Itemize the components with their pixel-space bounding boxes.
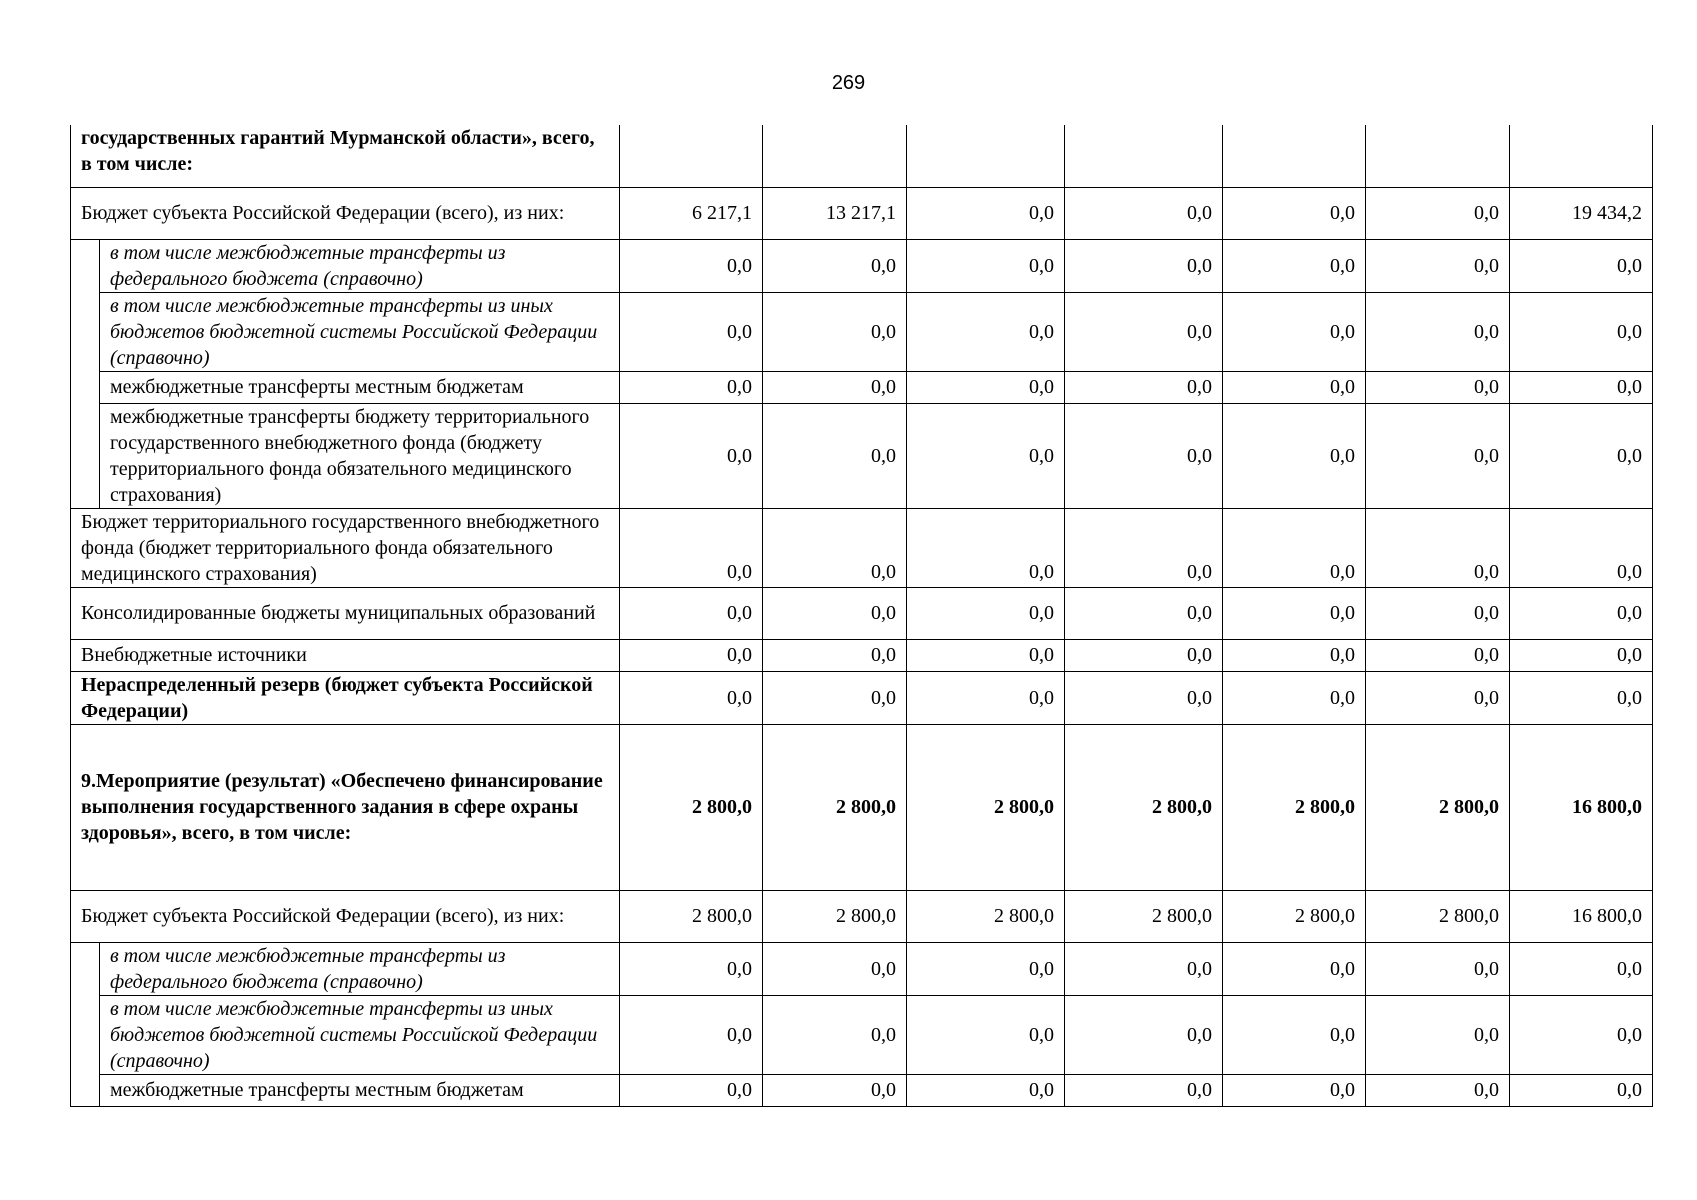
value-cell: 0,0 bbox=[1065, 995, 1223, 1074]
value-cell: 0,0 bbox=[1223, 639, 1366, 671]
value-cell: 0,0 bbox=[1223, 508, 1366, 587]
value-cell: 0,0 bbox=[1223, 292, 1366, 371]
value-cell: 0,0 bbox=[1223, 995, 1366, 1074]
value-cell: 2 800,0 bbox=[907, 890, 1065, 942]
row-label: межбюджетные трансферты бюджету территориального государственного внебюджетного фонда (бюджету территориального фонда обязательного медицинского страхования) bbox=[100, 403, 620, 508]
value-cell: 0,0 bbox=[1510, 587, 1653, 639]
value-cell: 0,0 bbox=[1366, 239, 1510, 292]
table-row bbox=[71, 671, 1653, 724]
value-cell: 0,0 bbox=[1065, 587, 1223, 639]
value-cell: 2 800,0 bbox=[1065, 890, 1223, 942]
value-cell: 0,0 bbox=[763, 639, 907, 671]
value-cell bbox=[763, 125, 907, 187]
value-cell: 0,0 bbox=[1510, 671, 1653, 724]
value-cell: 0,0 bbox=[1065, 639, 1223, 671]
row-label: Консолидированные бюджеты муниципальных образований bbox=[71, 587, 620, 639]
value-cell: 0,0 bbox=[763, 403, 907, 508]
table-row bbox=[71, 587, 1653, 639]
value-cell: 19 434,2 bbox=[1510, 187, 1653, 239]
row-label: межбюджетные трансферты местным бюджетам bbox=[100, 371, 620, 403]
table-row bbox=[71, 292, 1653, 371]
table-row bbox=[71, 187, 1653, 239]
row-label: в том числе межбюджетные трансферты из федерального бюджета (справочно) bbox=[100, 942, 620, 995]
page-number: 269 bbox=[831, 72, 866, 94]
row-label: в том числе межбюджетные трансферты из иных бюджетов бюджетной системы Российской Федерации (справочно) bbox=[100, 995, 620, 1074]
value-cell: 13 217,1 bbox=[763, 187, 907, 239]
table-row bbox=[71, 1074, 1653, 1106]
table-row bbox=[71, 371, 1653, 403]
indent-cell bbox=[71, 239, 100, 508]
value-cell: 0,0 bbox=[1065, 403, 1223, 508]
budget-table bbox=[70, 125, 1653, 1107]
value-cell: 0,0 bbox=[620, 639, 763, 671]
value-cell: 0,0 bbox=[1510, 371, 1653, 403]
value-cell: 0,0 bbox=[1510, 403, 1653, 508]
value-cell: 16 800,0 bbox=[1510, 724, 1653, 890]
value-cell: 0,0 bbox=[620, 1074, 763, 1106]
value-cell: 0,0 bbox=[907, 187, 1065, 239]
value-cell: 0,0 bbox=[1065, 371, 1223, 403]
table-row bbox=[71, 508, 1653, 587]
value-cell bbox=[620, 125, 763, 187]
row-label: Бюджет территориального государственного внебюджетного фонда (бюджет территориального фонда обязательного медицинского страхования) bbox=[71, 508, 620, 587]
value-cell: 0,0 bbox=[1223, 403, 1366, 508]
value-cell: 2 800,0 bbox=[763, 724, 907, 890]
value-cell: 0,0 bbox=[1510, 639, 1653, 671]
value-cell: 0,0 bbox=[1366, 587, 1510, 639]
value-cell: 0,0 bbox=[1065, 671, 1223, 724]
value-cell: 0,0 bbox=[620, 587, 763, 639]
table-row bbox=[71, 995, 1653, 1074]
value-cell: 0,0 bbox=[1366, 671, 1510, 724]
value-cell: 0,0 bbox=[1065, 187, 1223, 239]
value-cell: 0,0 bbox=[763, 508, 907, 587]
value-cell: 0,0 bbox=[1223, 239, 1366, 292]
value-cell: 2 800,0 bbox=[620, 890, 763, 942]
value-cell: 0,0 bbox=[763, 1074, 907, 1106]
indent-cell bbox=[71, 942, 100, 1106]
value-cell: 0,0 bbox=[1366, 1074, 1510, 1106]
value-cell bbox=[1065, 125, 1223, 187]
value-cell: 0,0 bbox=[763, 671, 907, 724]
row-label: межбюджетные трансферты местным бюджетам bbox=[100, 1074, 620, 1106]
table-row bbox=[71, 942, 1653, 995]
value-cell: 0,0 bbox=[1065, 942, 1223, 995]
value-cell: 0,0 bbox=[1223, 587, 1366, 639]
value-cell: 0,0 bbox=[1366, 187, 1510, 239]
value-cell: 0,0 bbox=[620, 371, 763, 403]
value-cell: 0,0 bbox=[1366, 371, 1510, 403]
table-row bbox=[71, 724, 1653, 890]
value-cell: 0,0 bbox=[907, 995, 1065, 1074]
row-label: Нераспределенный резерв (бюджет субъекта Российской Федерации) bbox=[71, 671, 620, 724]
value-cell: 0,0 bbox=[1223, 1074, 1366, 1106]
value-cell: 0,0 bbox=[763, 371, 907, 403]
table-row bbox=[71, 125, 1653, 187]
value-cell: 0,0 bbox=[1366, 403, 1510, 508]
value-cell: 2 800,0 bbox=[620, 724, 763, 890]
value-cell: 0,0 bbox=[1223, 371, 1366, 403]
value-cell: 0,0 bbox=[1065, 508, 1223, 587]
value-cell: 0,0 bbox=[907, 371, 1065, 403]
value-cell: 0,0 bbox=[1223, 942, 1366, 995]
value-cell: 2 800,0 bbox=[1366, 724, 1510, 890]
value-cell: 0,0 bbox=[1366, 639, 1510, 671]
value-cell: 0,0 bbox=[907, 403, 1065, 508]
value-cell: 0,0 bbox=[1366, 942, 1510, 995]
value-cell: 0,0 bbox=[620, 995, 763, 1074]
row-label: Бюджет субъекта Российской Федерации (всего), из них: bbox=[71, 187, 620, 239]
table-row bbox=[71, 403, 1653, 508]
value-cell: 0,0 bbox=[907, 239, 1065, 292]
row-label: государственных гарантий Мурманской области», всего, в том числе: bbox=[71, 125, 620, 187]
value-cell: 0,0 bbox=[620, 239, 763, 292]
value-cell: 2 800,0 bbox=[763, 890, 907, 942]
value-cell: 0,0 bbox=[763, 995, 907, 1074]
value-cell: 0,0 bbox=[1366, 995, 1510, 1074]
value-cell bbox=[1366, 125, 1510, 187]
value-cell: 2 800,0 bbox=[1366, 890, 1510, 942]
value-cell: 0,0 bbox=[763, 942, 907, 995]
value-cell: 16 800,0 bbox=[1510, 890, 1653, 942]
value-cell: 0,0 bbox=[907, 639, 1065, 671]
value-cell: 2 800,0 bbox=[1065, 724, 1223, 890]
value-cell: 0,0 bbox=[1510, 942, 1653, 995]
value-cell: 0,0 bbox=[1366, 508, 1510, 587]
row-label: в том числе межбюджетные трансферты из иных бюджетов бюджетной системы Российской Федерации (справочно) bbox=[100, 292, 620, 371]
value-cell: 0,0 bbox=[1065, 1074, 1223, 1106]
value-cell: 0,0 bbox=[620, 942, 763, 995]
value-cell: 0,0 bbox=[907, 942, 1065, 995]
value-cell: 6 217,1 bbox=[620, 187, 763, 239]
value-cell: 0,0 bbox=[620, 671, 763, 724]
value-cell: 2 800,0 bbox=[907, 724, 1065, 890]
value-cell bbox=[1223, 125, 1366, 187]
value-cell: 0,0 bbox=[1510, 1074, 1653, 1106]
value-cell: 0,0 bbox=[1510, 239, 1653, 292]
value-cell: 0,0 bbox=[1065, 239, 1223, 292]
row-label: Внебюджетные источники bbox=[71, 639, 620, 671]
value-cell: 0,0 bbox=[1510, 995, 1653, 1074]
value-cell: 0,0 bbox=[620, 508, 763, 587]
value-cell: 2 800,0 bbox=[1223, 890, 1366, 942]
value-cell: 0,0 bbox=[1510, 508, 1653, 587]
value-cell: 2 800,0 bbox=[1223, 724, 1366, 890]
table-row bbox=[71, 890, 1653, 942]
value-cell: 0,0 bbox=[1510, 292, 1653, 371]
table-row bbox=[71, 639, 1653, 671]
value-cell: 0,0 bbox=[763, 239, 907, 292]
value-cell: 0,0 bbox=[907, 671, 1065, 724]
table-row bbox=[71, 239, 1653, 292]
value-cell: 0,0 bbox=[907, 292, 1065, 371]
value-cell: 0,0 bbox=[620, 403, 763, 508]
value-cell bbox=[1510, 125, 1653, 187]
value-cell: 0,0 bbox=[1065, 292, 1223, 371]
value-cell: 0,0 bbox=[763, 587, 907, 639]
value-cell: 0,0 bbox=[1223, 671, 1366, 724]
value-cell bbox=[907, 125, 1065, 187]
value-cell: 0,0 bbox=[1366, 292, 1510, 371]
value-cell: 0,0 bbox=[907, 508, 1065, 587]
value-cell: 0,0 bbox=[907, 1074, 1065, 1106]
row-label: в том числе межбюджетные трансферты из федерального бюджета (справочно) bbox=[100, 239, 620, 292]
row-label: 9.Мероприятие (результат) «Обеспечено финансирование выполнения государственного задания в сфере охраны здоровья», всего, в том числе: bbox=[71, 724, 620, 890]
value-cell: 0,0 bbox=[763, 292, 907, 371]
value-cell: 0,0 bbox=[907, 587, 1065, 639]
value-cell: 0,0 bbox=[620, 292, 763, 371]
value-cell: 0,0 bbox=[1223, 187, 1366, 239]
row-label: Бюджет субъекта Российской Федерации (всего), из них: bbox=[71, 890, 620, 942]
